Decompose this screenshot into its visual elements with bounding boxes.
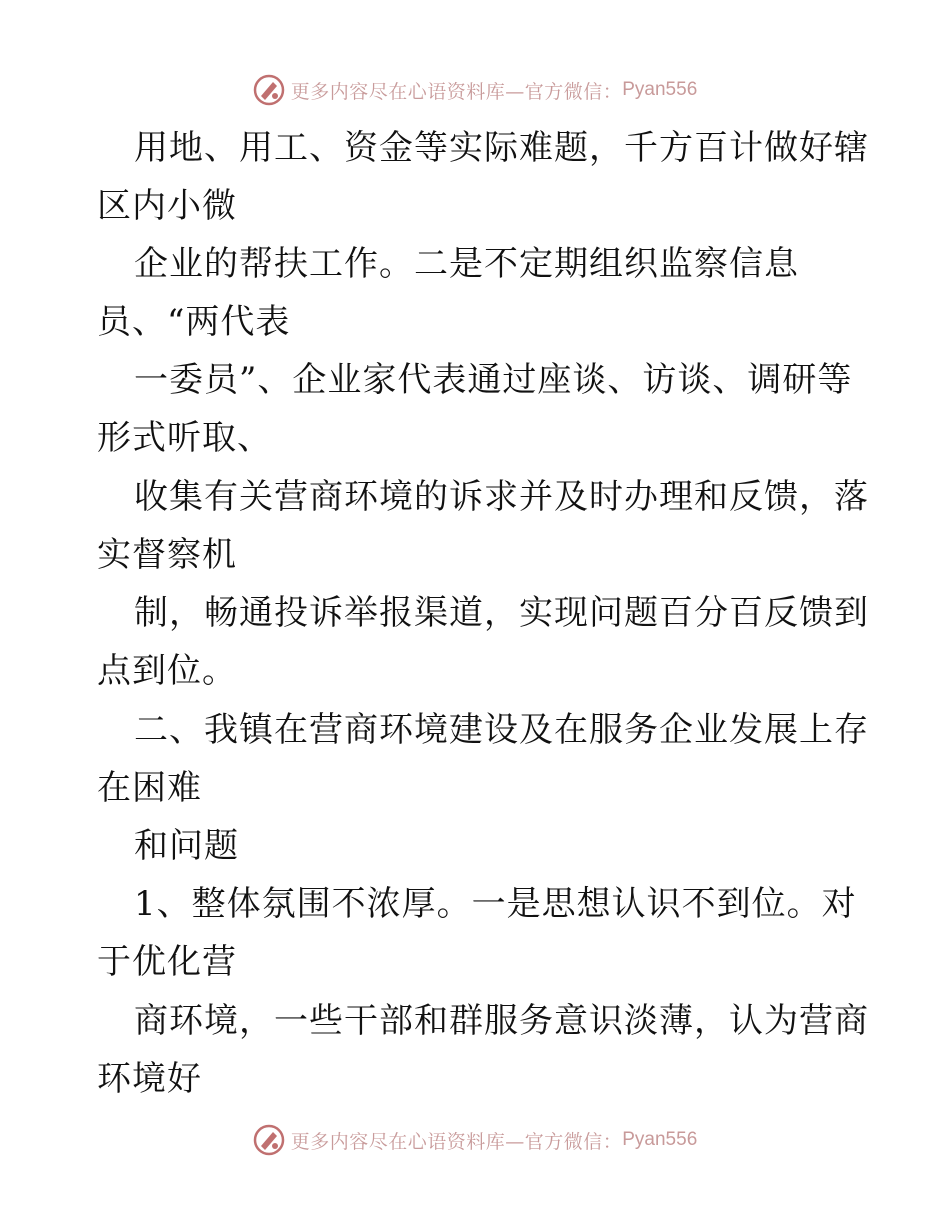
body-line: 实督察机 [97,535,237,575]
logo-icon [253,74,285,106]
body-line: 商环境，一些干部和群服务意识淡薄，认为营商 [134,1001,869,1041]
body-line: 形式听取、 [97,418,272,458]
body-line: 在困难 [97,768,202,808]
body-line: 员、“两代表 [97,302,291,342]
body-line: 于优化营 [97,942,237,982]
body-line: 二、我镇在营商环境建设及在服务企业发展上存 [134,710,869,750]
body-line: 一委员”、企业家代表通过座谈、访谈、调研等 [134,360,853,400]
header-watermark [0,72,950,108]
body-line: 和问题 [134,826,239,866]
footer-watermark [0,1122,950,1158]
watermark-text: 更多内容尽在心语资料库—官方微信： [290,80,623,103]
body-line: 点到位。 [97,651,237,691]
body-line: 区内小微 [97,186,237,226]
body-line: 用地、用工、资金等实际难题，千方百计做好辖 [134,128,869,168]
watermark-wechat-id: Pyan556 [622,79,698,100]
body-line: 1、整体氛围不浓厚。一是思想认识不到位。对 [134,884,857,924]
body-line: 环境好 [97,1059,202,1099]
logo-icon [253,1124,285,1156]
body-line: 企业的帮扶工作。二是不定期组织监察信息 [134,244,799,284]
body-line: 制，畅通投诉举报渠道，实现问题百分百反馈到 [134,593,869,633]
body-line: 收集有关营商环境的诉求并及时办理和反馈，落 [134,477,869,517]
watermark-wechat-id: Pyan556 [622,1129,698,1150]
watermark-text: 更多内容尽在心语资料库—官方微信： [290,1130,623,1153]
